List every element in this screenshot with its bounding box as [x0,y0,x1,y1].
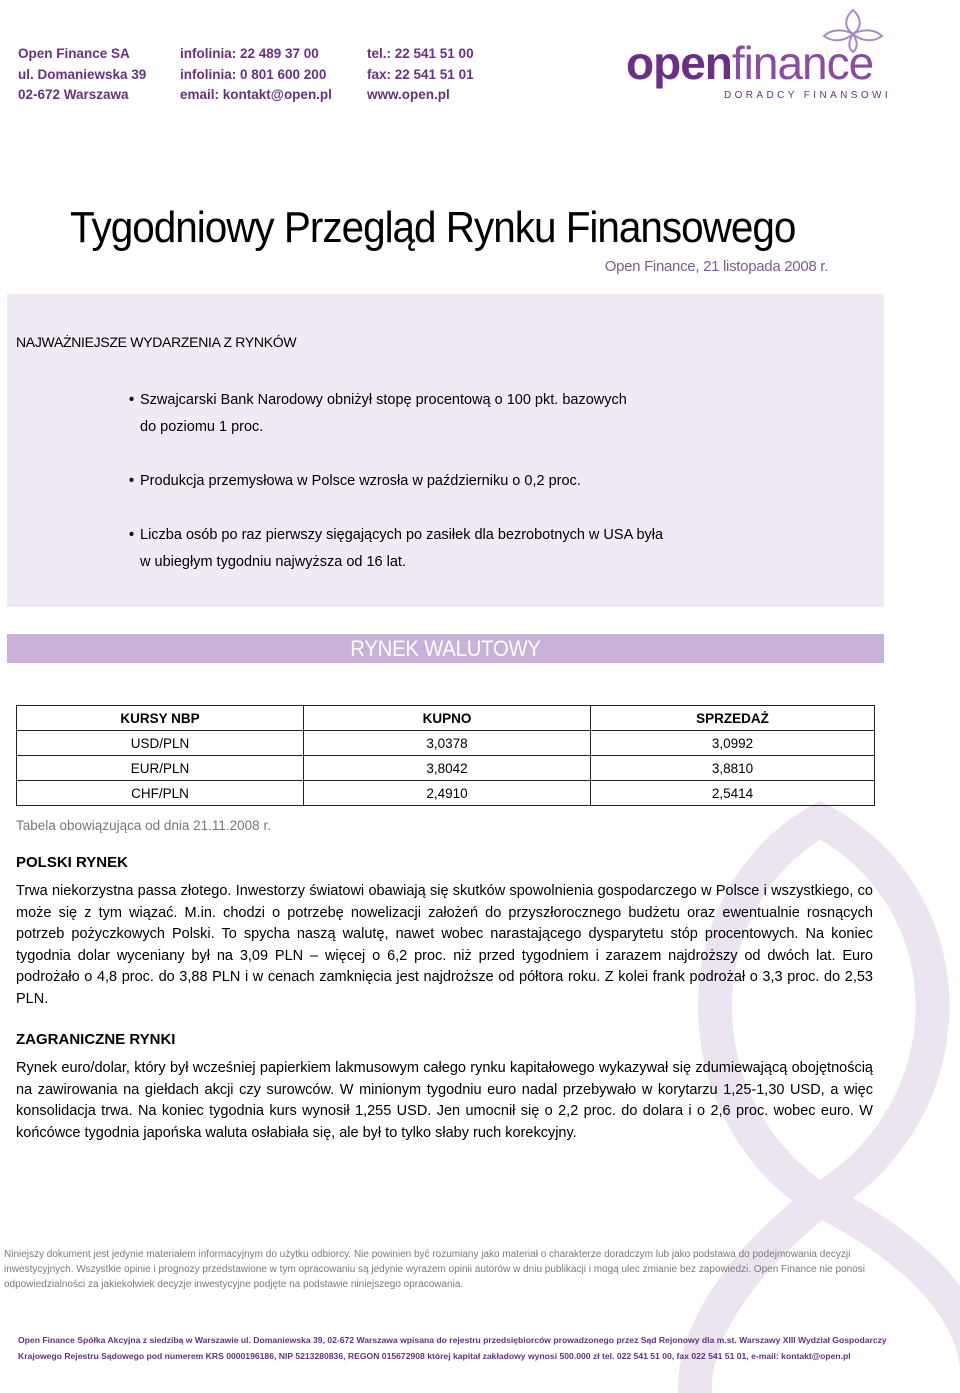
table-cell: 3,0992 [591,731,875,756]
event-text: Liczba osób po raz pierwszy sięgających po zasiłek dla bezrobotnych w USA była [140,527,664,543]
page-subtitle: Open Finance, 21 listopada 2008 r. [604,258,828,275]
phone-number: tel.: 22 541 51 00 [367,46,474,61]
phone-info [367,44,474,106]
event-item [129,387,769,441]
table-cell: 2,5414 [591,781,875,806]
table-cell: 3,8810 [591,756,875,781]
page-title: Tygodniowy Przegląd Rynku Finansowego [70,203,796,252]
hotline-1: infolinia: 22 489 37 00 [180,46,319,61]
exchange-rates-table [16,705,875,806]
bullet-icon: • [129,473,135,489]
hotline-info [180,44,332,106]
fax-number: fax: 22 541 51 01 [367,66,474,82]
footer-line: Open Finance Spółka Akcyjna z siedzibą w Warszawie ul. Domaniewska 39, 02-672 Warszawa wpisana do rejestru przedsiębiorców prowadzonego przez Sąd Rejonowy dla m.st. Warszawy XIII Wydział Gospodarczy [18,1335,887,1345]
logo-tagline: DORADCY FINANSOWI [724,90,892,101]
column-header: SPRZEDAŻ [591,706,875,731]
polish-market-heading: POLSKI RYNEK [16,854,128,871]
email-link[interactable]: email: kontakt@open.pl [180,87,332,102]
polish-market-text: Trwa niekorzystna passa złotego. Inwestorzy światowi obawiają się skutków spowolnienia gospodarczego w Polsce i wszystkiego, co może się z tym wiązać. M.in. chodzi o potrzebę nowelizacji założeń do przyszłorocznego budżetu oraz ewentualnie rosnących potrzeb pożyczkowych Polski. To spycha naszą walutę, nawet wobec narastającego dysparytetu stóp procentowych. Na koniec tygodnia dolar wyceniany był na 3,09 PLN – więcej o 6,2 proc. niż przed tygodniem i zarazem najdroższy od dwóch lat. Euro podrożało o 4,8 proc. do 3,88 PLN i w cenach zamknięcia jest najdroższe od półtora roku. Z kolei frank podrożał o 3,3 proc. do 2,53 PLN. [16,883,873,1007]
logo-finance-text: finance [731,37,874,89]
table-row [17,731,875,756]
company-city: 02-672 Warszawa [18,87,129,102]
key-events-box [7,294,884,607]
table-cell: CHF/PLN [17,781,304,806]
open-finance-logo [622,6,890,106]
website-link[interactable]: www.open.pl [367,87,450,102]
bullet-icon: • [129,392,135,408]
legal-footer [18,1333,888,1364]
column-header: KURSY NBP [17,706,304,731]
table-cell: EUR/PLN [17,756,304,781]
key-events-title: NAJWAŻNIEJSZE WYDARZENIA Z RYNKÓW [16,334,297,350]
table-cell: USD/PLN [17,731,304,756]
table-cell: 2,4910 [304,781,591,806]
table-row [17,756,875,781]
logo-open-text: open [626,37,732,89]
logo-wordmark [626,37,874,89]
hotline-2: infolinia: 0 801 600 200 [180,66,327,82]
bullet-icon: • [129,527,135,543]
column-header: KUPNO [304,706,591,731]
disclaimer-text: Niniejszy dokument jest jedynie materiałem informacyjnym do użytku odbiorcy. Nie powinien być rozumiany jako materiał o charakterze doradczym lub jako podstawa do podejmowania decyzji inwestycyjnych. Wszystkie opinie i prognozy przedstawione w tym opracowaniu są jedynie wyrazem opinii autorów w dniu publikacji i mogą ulec zmianie bez zapowiedzi. Open Finance nie ponosi odpowiedzialności za jakiekolwiek decyzje inwestycyjne podjęte na podstawie niniejszego opracowania. [4,1249,865,1290]
table-row [17,781,875,806]
company-name: Open Finance SA [18,46,130,61]
event-item [129,468,769,495]
company-address [18,44,146,106]
table-header-row [17,706,875,731]
footer-line: Krajowego Rejestru Sądowego pod numerem KRS 0000196186, NIP 5213280836, REGON 015672908 której kapitał zakładowy wynosi 500.000 zł tel. 022 541 51 00, fax 022 541 51 01, e-mail: kontakt@open.pl [18,1350,851,1361]
table-cell: 3,8042 [304,756,591,781]
foreign-markets-text: Rynek euro/dolar, który był wcześniej papierkiem lakmusowym całego rynku kapitałowego wykazywał się zdumiewającą obojętnością na zawirowania na giełdach akcji czy surowców. W minionym tygodniu euro nadal przebywało w korytarzu 1,25-1,30 USD, a więc konsolidacja trwa. Na koniec tygodnia kurs wynosił 1,255 USD. Jen umocnił się o 2,2 proc. do dolara i o 2,6 proc. wobec euro. W końcówce tygodnia japońska waluta osłabiała się, ale był to tylko słaby ruch korekcyjny. [16,1060,873,1141]
event-item [129,522,769,576]
event-text: Produkcja przemysłowa w Polsce wzrosła w październiku o 0,2 proc. [140,473,581,489]
event-text: Szwajcarski Bank Narodowy obniżył stopę procentową o 100 pkt. bazowych [140,392,627,408]
table-cell: 3,0378 [304,731,591,756]
event-text-cont: do poziomu 1 proc. [140,419,264,435]
table-note: Tabela obowiązująca od dnia 21.11.2008 r. [16,818,271,833]
currency-market-header [7,634,884,663]
foreign-markets-heading: ZAGRANICZNE RYNKI [16,1031,176,1048]
event-text-cont: w ubiegłym tygodniu najwyższa od 16 lat. [140,554,406,570]
currency-market-title: RYNEK WALUTOWY [350,636,541,661]
company-street: ul. Domaniewska 39 [18,66,147,82]
